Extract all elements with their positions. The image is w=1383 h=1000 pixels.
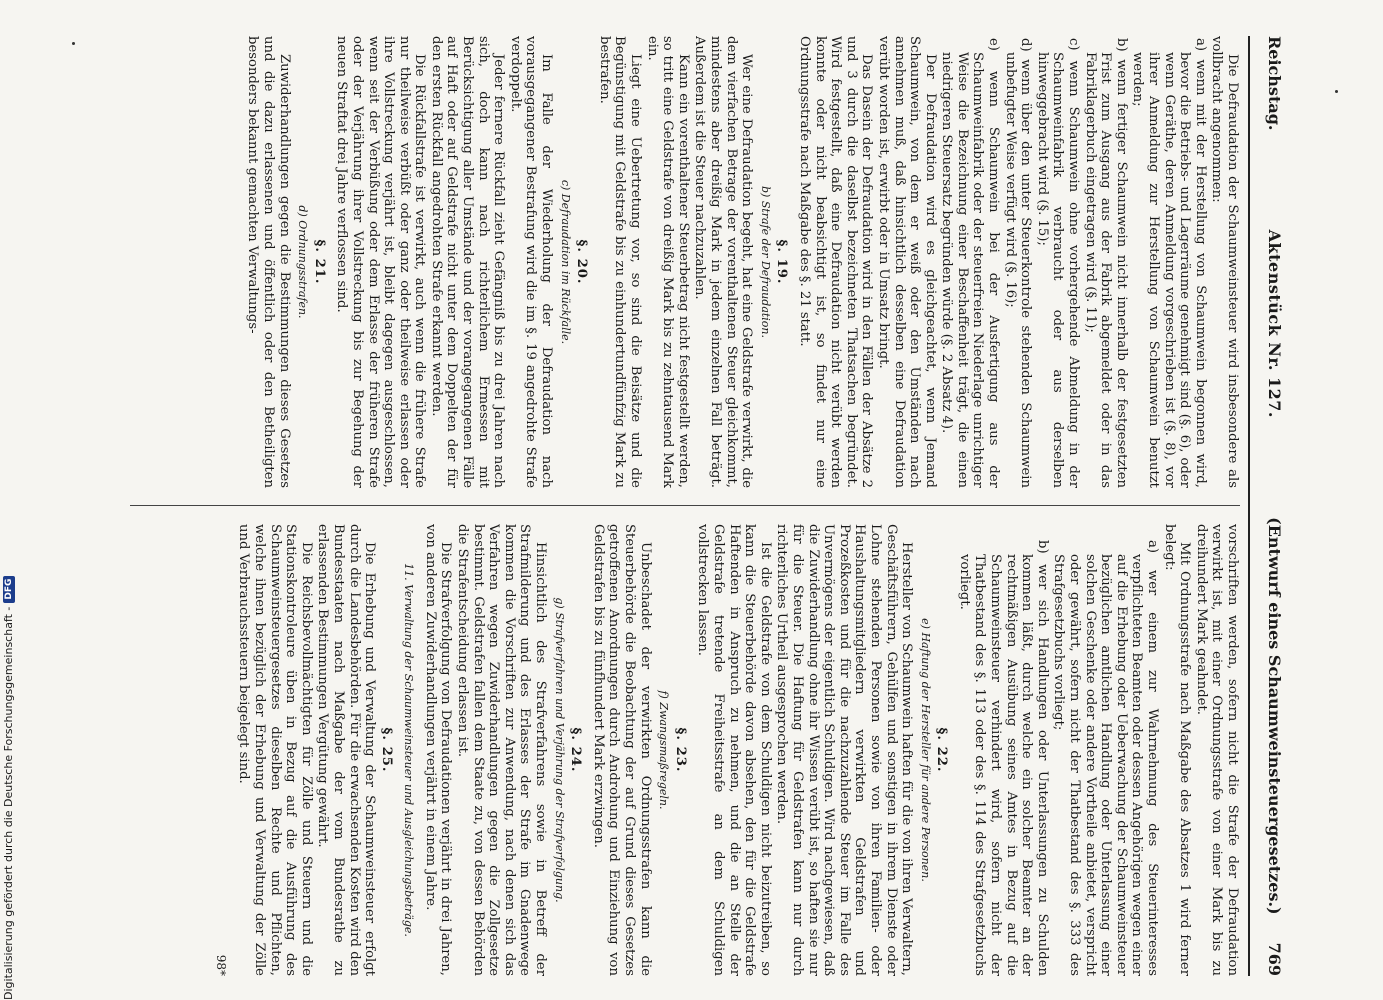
credit-text: Digitalisierung gefördert durch die Deutsche Forschungsgemeinschaft -: [2, 606, 15, 1000]
paragraph: Kann ein vorenthaltener Steuerbetrag nicht festgestellt werden, so tritt eine Geldstrafe von dreißig Mark bis zu zehntausend Mark ein.: [644, 36, 691, 488]
scan-speck: [1335, 90, 1338, 93]
paragraph: Liegt eine Uebertretung vor, so sind die Beisätze und die Begünstigung mit Geldstrafe bis zu einhundertundfünfzig Mark zu bestrafen.: [596, 36, 644, 488]
list-item: a) wenn mit der Herstellung von Schaumwein begonnen wird, bevor die Betriebs- und Lagerräume genehmigt sind (§. 6), oder wenn Geräthe, deren Anmeldung vorgeschrieben ist (§. 8), vor ihrer Anmeldung zur Herstellung von Schaumwein benutzt werden;: [1130, 38, 1208, 488]
header-left: Reichstag.: [1264, 36, 1284, 131]
paragraph: Hinsichtlich des Strafverfahrens sowie in Betreff der Strafmilderung und des Erlasses der Strafe im Gnadenwege kommen die Vorschriften zur Anwendung, nach denen sich das Verfahren wegen Zuwiderhandlungen gegen die Zollgesetze bestimmt. Geldstrafen fallen dem Staate zu, von dessen Behörden die Strafentscheidung erlassen ist.: [455, 524, 549, 976]
digitization-credit: [2, 576, 15, 1000]
paragraph: Ist die Geldstrafe von dem Schuldigen nicht beizutreiben, so kann die Steuerbehörde davon absehen, den für die Geldstrafe Haftenden in Anspruch zu nehmen, und die an Stelle der Geldstrafe tretende Freiheitsstrafe an dem Schuldigen vollstrecken lassen.: [695, 524, 773, 976]
left-column: [130, 36, 1240, 488]
paragraph: Hersteller von Schaumwein haften für die von ihren Verwaltern, Geschäftsführern, Gehülfen und sonstigen in ihrem Dienste oder Lohne stehenden Personen sowie von ihren Familien- oder Haushaltungsmitgliedern verwirkten Geldstrafen und Prozeßkosten und für die nachzuzahlende Steuer im Falle des Unvermögens der eigentlich Schuldigen. Wird nachgewiesen, daß die Zuwiderhandlung ohne ihr Wissen verübt ist, so haften sie nur für die Steuer. Die Haftung für Geldstrafen kann nur durch richterliches Urtheil ausgesprochen werden.: [774, 524, 915, 976]
paragraph: Zuwiderhandlungen gegen die Bestimmungen dieses Gesetzes und die dazu erlassenen und öffentlich oder den Betheiligten besonders bekannt gemachten Verwaltungs-: [245, 36, 292, 488]
paragraph: Unbeschadet der verwirkten Ordnungsstrafen kann die Steuerbehörde die Beobachtung der auf Grund dieses Gesetzes getroffenen Anordnungen durch Androhung und Einziehung von Geldstrafen bis zu fünfhundert Mark erzwingen.: [590, 524, 653, 976]
header-center: Aktenstück Nr. 127.: [1264, 229, 1284, 418]
section-heading: e) Haftung der Hersteller für andere Personen.: [918, 618, 932, 882]
paragraph: Jeder fernere Rückfall zieht Gefängniß bis zu drei Jahren nach sich, doch kann nach richterlichem Ermessen mit Berücksichtigung aller Umstände und der vorangegangenen Fälle auf Haft oder auf Geldstrafe nicht unter dem Doppelten der für den ersten Rückfall angedrohten Strafe erkannt werden.: [428, 36, 507, 488]
paragraph: Die Strafverfolgung von Defraudationen verjährt in drei Jahren, von anderen Zuwiderhandlungen verjährt in einem Jahre.: [422, 524, 454, 976]
paragraph: Die Reichsbevollmächtigten für Zölle und Steuern und die Stationskontroleure üben in Bezug auf die Ausführung des Schaumweinsteuergesetzes dieselben Rechte und Pflichten, welche ihnen bezüglich der Erhebung und Verwaltung der Zölle und Verbrauchssteuern beigelegt sind.: [236, 524, 314, 976]
paragraph: Mit Ordnungsstrafe nach Maßgabe des Absatzes 1 wird ferner belegt:: [1161, 524, 1193, 976]
section-number: §. 21.: [311, 239, 327, 285]
section-number: §. 24.: [568, 727, 584, 773]
list-item: c) wenn Schaumwein ohne vorhergehende Abmeldung in der Schaumweinfabrik verbraucht oder aus derselben hinweggebracht wird (§. 15);: [1034, 38, 1082, 488]
running-header: [1252, 36, 1296, 976]
paragraph: Die Defraudation der Schaumweinsteuer wird insbesondere als vollbracht angenommen:: [1209, 36, 1240, 488]
section-number: §. 25.: [378, 727, 394, 773]
right-column: [130, 524, 1240, 976]
rotated-document-page: [96, 36, 1296, 976]
paragraph: Das Dasein der Defraudation wird in den Fällen der Absätze 2 und 3 durch die daselbst bezeichneten Thatsachen begründet. Wird festgestellt, daß eine Defraudation nicht verübt werden konnte oder nicht beabsichtigt ist, so findet nur eine Ordnungsstrafe nach Maßgabe des §. 21 statt.: [796, 36, 875, 488]
section-number: §. 23.: [672, 727, 688, 773]
paragraph: Der Defraudation wird es gleichgeachtet, wenn Jemand Schaumwein, von dem er weiß oder den Umständen nach annehmen muß, daß hinsichtlich desselben eine Defraudation verübt worden ist, erwirbt oder in Umsatz bringt.: [875, 36, 938, 488]
section-heading: d) Ordnungsstrafen.: [296, 205, 310, 319]
scan-speck: [72, 42, 75, 45]
list-item: b) wer sich Handlungen oder Unterlassungen zu Schulden kommen läßt, durch welche ein solcher Beamter an der rechtmäßigen Ausübung seines Amtes in Bezug auf die Schaumweinsteuer verhindert wird, sofern nicht der Thatbestand des §. 113 oder des §. 114 des Strafgesetzbuchs vorliegt.: [956, 540, 1050, 976]
chapter-heading: 11. Verwaltung der Schaumweinsteuer und Ausgleichungsbeträge.: [402, 563, 416, 937]
header-rule: [1248, 36, 1250, 976]
paragraph: Die Rückfallstrafe ist verwirkt, auch wenn die frühere Strafe nur theilweise verbüßt oder ganz oder theilweise erlassen oder ihre Vollstreckung verjährt ist, bleibt dagegen ausgeschlossen, wenn seit der Verbüßung oder dem Erlasse der früheren Strafe oder der Verjährung ihrer Vollstreckung bis zur Begehung der neuen Straftat drei Jahre verflossen sind.: [334, 36, 428, 488]
section-heading: f) Zwangsmaßregeln.: [657, 690, 671, 810]
list-item: a) wer einem zur Wahrnehmung des Steuerinteresses verpflichteten Beamten oder dessen Angehörigen wegen einer auf die Erhebung oder Ueberwachung der Schaumweinsteuer bezüglichen amtlichen Handlung oder Unterlassung einer solchen Geschenke oder andere Vortheile anbietet, verspricht oder gewährt, sofern nicht der Thatbestand des §. 333 des Strafgesetzbuchs vorliegt;: [1051, 540, 1161, 976]
list-item: e) wenn Schaumwein bei der Ausfertigung aus der Schaumweinfabrik oder der steuerfreien Niederlage unrichtiger Weise die Bezeichnung einer Beschaffenheit trägt, die einen niedrigeren Steuersatz begründen würde (§. 2 Absatz 4).: [939, 38, 1002, 488]
page-signature: 98*: [213, 954, 228, 976]
section-heading: c) Defraudation im Rückfalle.: [558, 179, 572, 345]
paragraph: vorschriften werden, sofern nicht die Strafe der Defraudation verwirkt ist, mit einer Ordnungsstrafe von einer Mark bis zu dreihundert Mark geahndet.: [1193, 524, 1240, 976]
section-heading: b) Strafe der Defraudation.: [758, 185, 772, 339]
paragraph: Wer eine Defraudation begeht, hat eine Geldstrafe verwirkt, die dem vierfachen Betrage der vorenthaltenen Steuer gleichkommt, mindestens aber dreißig Mark in jedem einzelnen Fall beträgt. Außerdem ist die Steuer nachzuzahlen.: [692, 36, 755, 488]
section-number: §. 19.: [774, 239, 790, 285]
page-number: 769: [1264, 942, 1284, 976]
paragraph: Im Falle der Wiederholung der Defraudation nach vorausgegangener Bestrafung wird die im §. 19 angedrohte Strafe verdoppelt.: [507, 36, 555, 488]
column-divider: [130, 505, 1240, 506]
header-right: (Entwurf eines Schaumweinsteuergesetzes.): [1264, 517, 1284, 915]
paragraph: Die Erhebung und Verwaltung der Schaumweinsteuer erfolgt durch die Landesbehörden. Für die erwachsenden Kosten wird den Bundesstaaten nach Maßgabe der vom Bundesrathe zu erlassenden Bestimmungen Vergütung gewährt.: [315, 524, 378, 976]
list-item: b) wenn fertiger Schaumwein nicht innerhalb der festgesetzten Frist zum Ausgang aus der Fabrik abgemeldet oder in das Fabriklagerbuch eingetragen wird (§. 11);: [1082, 38, 1129, 488]
section-number: §. 20.: [574, 239, 590, 285]
list-item: d) wenn über den unter Steuerkontrole stehenden Schaumwein unbefugter Weise verfügt wird (§. 16);: [1002, 38, 1034, 488]
dfg-logo: DFG: [3, 576, 15, 603]
section-heading: g) Strafverfahren und Verjährung der Strafverfolgung.: [552, 597, 566, 903]
section-number: §. 22.: [934, 727, 950, 773]
